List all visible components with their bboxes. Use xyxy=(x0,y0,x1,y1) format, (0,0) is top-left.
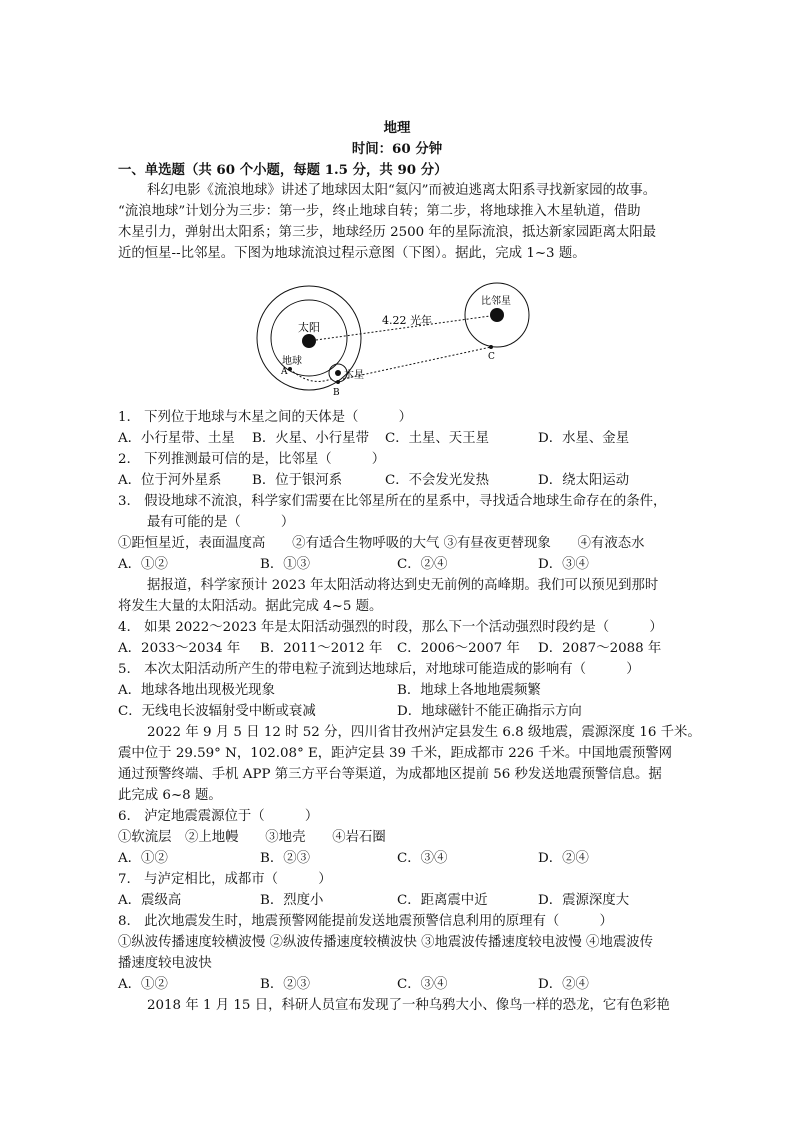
sun-label: 太阳 xyxy=(298,321,320,334)
question-3-option-c: C．②④ xyxy=(397,557,448,572)
question-3-option-a: A．①② xyxy=(118,557,168,572)
passage-1-line-1: 科幻电影《流浪地球》讲述了地球因太阳“氦闪”而被迫逃离太阳系寻找新家园的故事。 xyxy=(147,183,657,198)
question-6-stem: 6. 泸定地震震源位于（ ） xyxy=(118,809,319,824)
passage-2-line-1: 据报道，科学家预计 2023 年太阳活动将达到史无前例的高峰期。我们可以预见到那时 xyxy=(147,578,659,593)
question-2-option-c: C．不会发光发热 xyxy=(385,473,489,488)
question-6-option-a: A．①② xyxy=(118,851,168,866)
question-7-option-d: D．震源深度大 xyxy=(538,893,630,908)
distance-label: 4.22 光年 xyxy=(382,314,432,327)
passage-1-line-3: 木星引力，弹射出太阳系；第三步，地球经历 2500 年的星际流浪，抵达新家园距离太阳最 xyxy=(118,225,657,240)
question-8-items-cont: 播速度较电波快 xyxy=(118,956,212,971)
question-2-option-b: B．位于银河系 xyxy=(252,473,343,488)
question-8-option-c: C．③④ xyxy=(397,977,448,992)
passage-3-line-2: 震中位于 29.59° N，102.08° E，距泸定县 39 千米，距成都市 226 千米。中国地震预警网 xyxy=(118,746,673,761)
question-1-stem: 1. 下列位于地球与木星之间的天体是（ ） xyxy=(118,410,412,425)
point-a-dot xyxy=(288,367,292,371)
question-8-stem: 8. 此次地震发生时，地震预警网能提前发送地震预警信息利用的原理有（ ） xyxy=(118,914,613,929)
question-7-stem: 7. 与泸定相比，成都市（ ） xyxy=(118,872,332,887)
jupiter-dot xyxy=(335,370,341,376)
question-3-items: ①距恒星近，表面温度高 ②有适合生物呼吸的大气 ③有昼夜更替现象 ④有液态水 xyxy=(118,536,645,551)
question-4-stem: 4. 如果 2022～2023 年是太阳活动强烈的时段，那么下一个活动强烈时段约是（ ） xyxy=(118,620,663,635)
passage-1-line-4: 近的恒星--比邻星。下图为地球流浪过程示意图（下图）。据此，完成 1~3 题。 xyxy=(118,246,586,261)
question-6-option-c: C．③④ xyxy=(397,851,448,866)
question-3-stem-cont: 最有可能的是（ ） xyxy=(147,515,295,530)
question-8-option-a: A．①② xyxy=(118,977,168,992)
point-b-label: B xyxy=(333,388,340,398)
question-7-option-b: B．烈度小 xyxy=(260,893,324,908)
question-1-option-c: C．土星、天王星 xyxy=(385,431,489,446)
question-3-option-b: B．①③ xyxy=(260,557,311,572)
passage-3-line-1: 2022 年 9 月 5 日 12 时 52 分，四川省甘孜州泸定县发生 6.8 级地震，震源深度 16 千米。 xyxy=(147,725,701,740)
question-5-option-c: C．无线电长波辐射受中断或衰减 xyxy=(118,704,316,719)
question-2-option-d: D．绕太阳运动 xyxy=(538,473,630,488)
question-2-option-a: A．位于河外星系 xyxy=(118,473,222,488)
point-c-dot xyxy=(489,345,493,349)
earth-label: 地球 xyxy=(282,356,302,367)
point-a-label: A xyxy=(281,367,288,377)
passage-3-line-4: 此完成 6~8 题。 xyxy=(118,788,222,803)
question-2-stem: 2. 下列推测最可信的是，比邻星（ ） xyxy=(118,452,386,467)
point-c-label: C xyxy=(488,352,495,362)
proxima-label: 比邻星 xyxy=(481,296,511,307)
question-8-option-b: B．②③ xyxy=(260,977,311,992)
proxima-dot xyxy=(490,308,504,322)
question-5-option-d: D．地球磁针不能正确指示方向 xyxy=(397,704,582,719)
passage-3-line-3: 通过预警终端、手机 APP 第三方平台等渠道，为成都地区提前 56 秒发送地震预警信息。据 xyxy=(118,767,662,782)
question-4-option-d: D．2087～2088 年 xyxy=(538,641,662,656)
trajectory-a-to-b xyxy=(290,369,331,381)
section-heading: 一、单选题（共 60 个小题，每题 1.5 分，共 90 分） xyxy=(118,162,448,178)
question-8-option-d: D．②④ xyxy=(538,977,589,992)
exam-time: 时间：60 分钟 xyxy=(351,141,443,157)
question-7-option-c: C．距离震中近 xyxy=(397,893,488,908)
passage-1-line-2: “流浪地球”计划分为三步：第一步，终止地球自转；第二步，将地球推入木星轨道，借助 xyxy=(118,204,641,219)
question-4-option-c: C．2006～2007 年 xyxy=(397,641,520,656)
point-b-dot xyxy=(336,380,340,384)
question-1-option-b: B．火星、小行星带 xyxy=(252,431,369,446)
question-1-option-a: A．小行星带、土星 xyxy=(118,431,235,446)
question-3-option-d: D．③④ xyxy=(538,557,589,572)
question-6-items: ①软流层 ②上地幔 ③地壳 ④岩石圈 xyxy=(118,830,386,845)
question-4-option-a: A．2033～2034 年 xyxy=(118,641,241,656)
trajectory-b-to-c xyxy=(343,347,491,379)
question-5-option-a: A．地球各地出现极光现象 xyxy=(118,683,275,698)
sun-dot xyxy=(302,334,316,348)
question-1-option-d: D．水星、金星 xyxy=(538,431,630,446)
question-6-option-d: D．②④ xyxy=(538,851,589,866)
question-6-option-b: B．②③ xyxy=(260,851,311,866)
question-4-option-b: B．2011～2012 年 xyxy=(260,641,383,656)
page-title: 地理 xyxy=(383,120,411,136)
passage-2-line-2: 将发生大量的太阳活动。据此完成 4~5 题。 xyxy=(118,599,383,614)
jupiter-label: 木星 xyxy=(344,370,364,381)
question-5-option-b: B．地球上各地地震频繁 xyxy=(397,683,541,698)
question-7-option-a: A．震级高 xyxy=(118,893,182,908)
question-8-items: ①纵波传播速度较横波慢 ②纵波传播速度较横波快 ③地震波传播速度较电波慢 ④地震波传 xyxy=(118,935,654,950)
earth-wandering-diagram xyxy=(255,275,545,400)
question-5-stem: 5. 本次太阳活动所产生的带电粒子流到达地球后，对地球可能造成的影响有（ ） xyxy=(118,662,640,677)
passage-4-line-1: 2018 年 1 月 15 日，科研人员宣布发现了一种乌鸦大小、像鸟一样的恐龙，它有色彩艳 xyxy=(147,998,670,1013)
question-3-stem: 3. 假设地球不流浪，科学家们需要在比邻星所在的星系中，寻找适合地球生命存在的条件， xyxy=(118,494,667,509)
